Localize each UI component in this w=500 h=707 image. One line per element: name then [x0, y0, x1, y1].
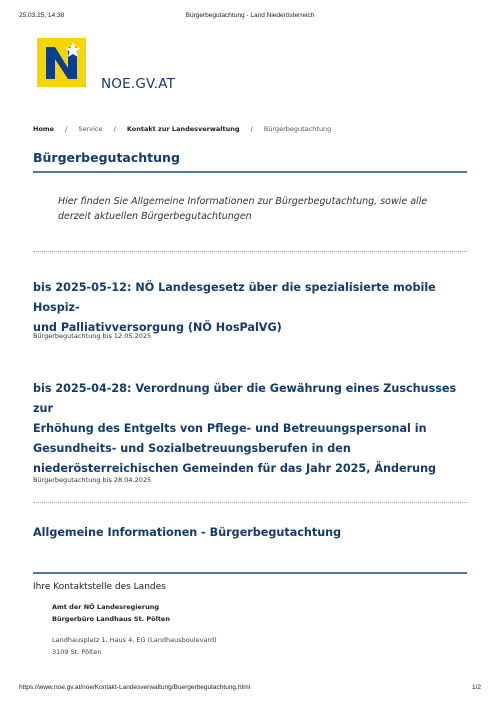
breadcrumb-current: Bürgerbegutachtung: [263, 125, 332, 133]
contact-org-line: Amt der NÖ Landesregierung: [52, 603, 160, 611]
entry-title-link[interactable]: [33, 278, 470, 338]
entry-title-line: und Palliativversorgung (NÖ HosPalVG): [33, 321, 282, 334]
print-footer: [19, 684, 481, 694]
entry-meta: Bürgerbegutachtung bis 28.04.2025: [33, 476, 152, 484]
contact-address-line: Landhausplatz 1, Haus 4, EG (Landhausboulevard): [52, 636, 217, 644]
contact-address-line: 3109 St. Pölten: [52, 648, 102, 656]
breadcrumb-separator: /: [65, 125, 68, 133]
page-title: Bürgerbegutachtung: [33, 150, 180, 165]
noe-logo-icon[interactable]: [37, 38, 86, 87]
breadcrumb-kontakt-link[interactable]: Kontakt zur Landesverwaltung: [126, 125, 240, 133]
dotted-divider: [33, 502, 467, 503]
print-page-number: 1/2: [471, 684, 481, 691]
contact-divider: [33, 572, 467, 574]
breadcrumb-separator: /: [250, 125, 253, 133]
site-name[interactable]: NOE.GV.AT: [101, 76, 176, 92]
contact-address: [52, 634, 217, 658]
contact-org-line: Bürgerbüro Landhaus St. Pölten: [52, 615, 170, 623]
entry-title-line: Erhöhung des Entgelts von Pflege- und Betreuungspersonal in: [33, 422, 427, 435]
intro-text: Hier finden Sie Allgemeine Informationen zur Bürgerbegutachtung, sowie alle derzeit aktuellen Bürgerbegutachtungen: [58, 196, 428, 222]
breadcrumb: [33, 125, 331, 133]
entry-title-line: bis 2025-05-12: NÖ Landesgesetz über die spezialisierte mobile Hospiz-: [33, 281, 436, 314]
breadcrumb-separator: /: [113, 125, 116, 133]
entry-title-line: niederösterreichischen Gemeinden für das Jahr 2025, Änderung: [33, 462, 437, 475]
print-document-title: Bürgerbegutachtung - Land Niederösterreich: [185, 12, 315, 19]
breadcrumb-home-link[interactable]: Home: [33, 125, 55, 133]
print-url: https://www.noe.gv.at/noe/Kontakt-Landesverwaltung/Buergerbegutachtung.html: [19, 684, 251, 691]
print-datetime: 25.03.25, 14:38: [19, 12, 65, 19]
entry-meta: Bürgerbegutachtung bis 12.05.2025: [33, 332, 152, 340]
general-info-link[interactable]: Allgemeine Informationen - Bürgerbegutachtung: [33, 526, 342, 539]
print-header: [19, 12, 481, 22]
contact-organisation: [52, 601, 170, 625]
entry-title-line: bis 2025-04-28: Verordnung über die Gewährung eines Zuschusses zur: [33, 382, 457, 415]
dotted-divider: [33, 251, 467, 252]
entry-title-link[interactable]: [33, 379, 470, 479]
contact-heading: Ihre Kontaktstelle des Landes: [33, 582, 166, 592]
breadcrumb-service-link[interactable]: Service: [78, 125, 103, 133]
title-divider: [33, 171, 467, 173]
entry-title-line: Gesundheits- und Sozialbetreuungsberufen in den: [33, 442, 351, 455]
